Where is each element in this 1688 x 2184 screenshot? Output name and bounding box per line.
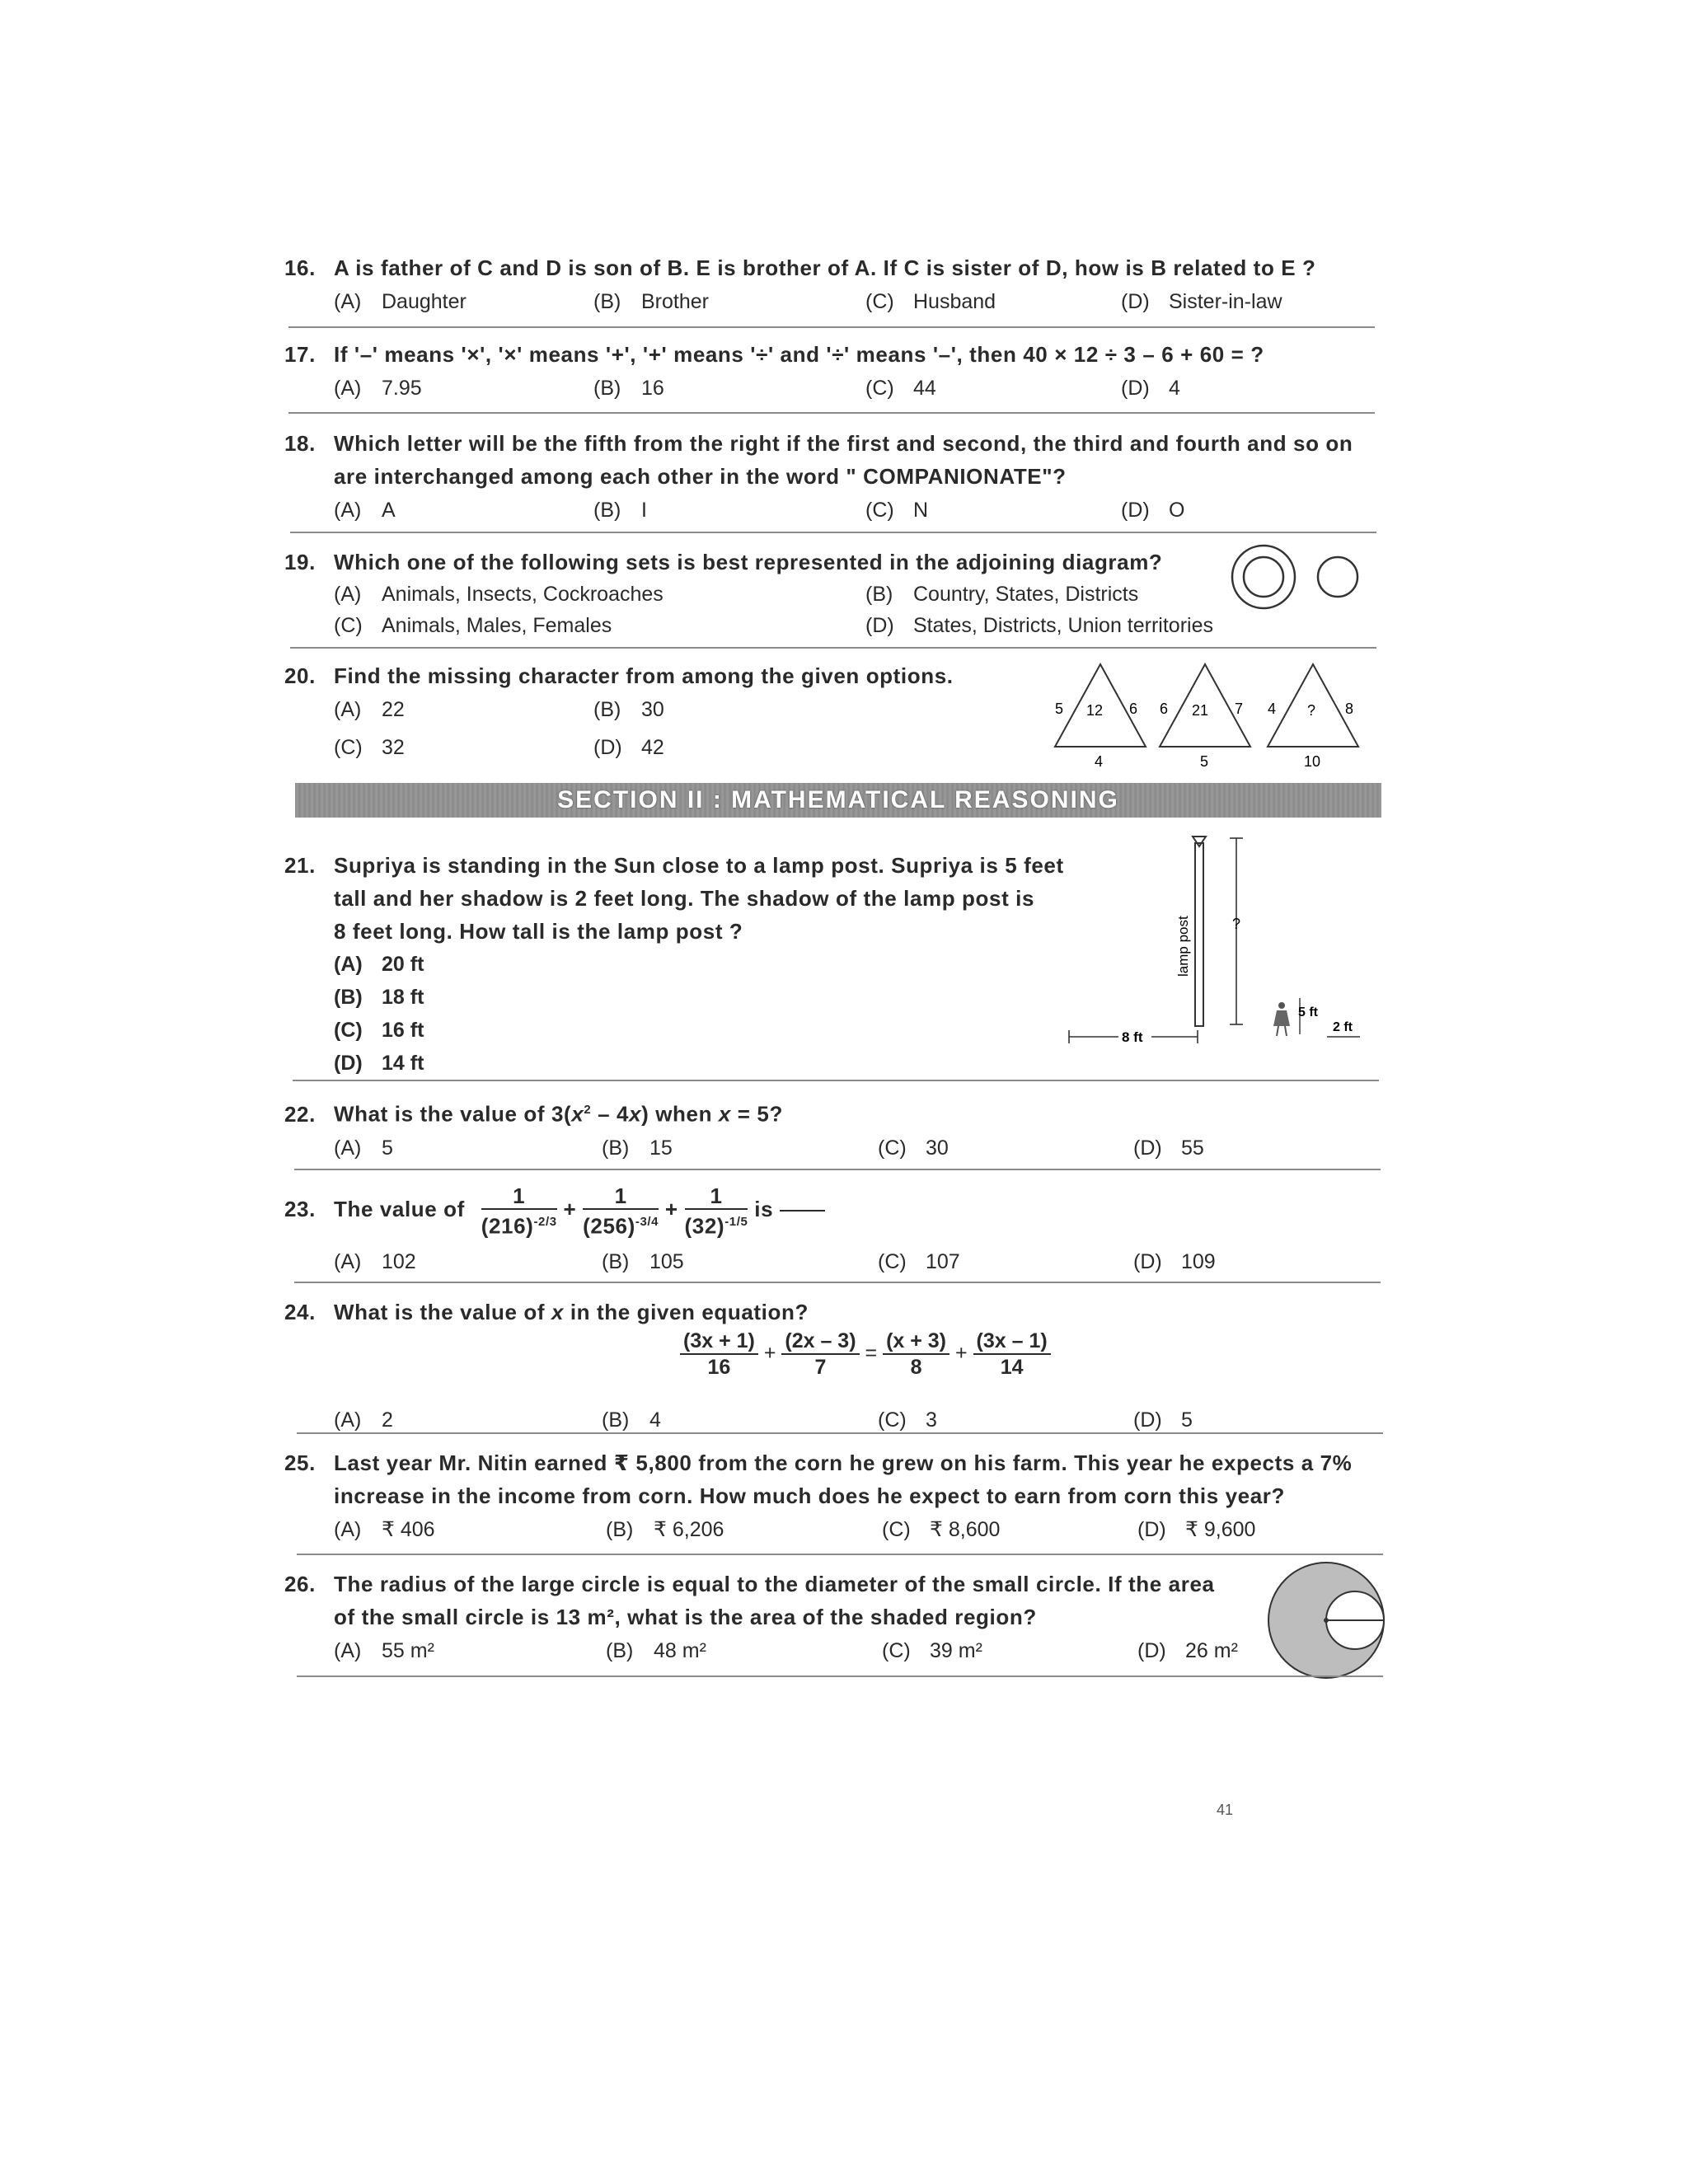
numerator: (x + 3) [883,1329,950,1355]
question-text-continued: of the small circle is 13 m², what is the area of the shaded region? [334,1605,1037,1629]
option-text: 55 m² [382,1639,434,1662]
options [284,284,1381,319]
option-label: (B) [593,499,621,522]
variable-x: x [718,1101,731,1127]
option-d [1121,493,1184,527]
question-number: 17. [284,342,316,367]
triangle-bottom-number: 10 [1304,753,1321,770]
option-label: (C) [878,1408,907,1432]
question-text: ) when [641,1101,719,1127]
answer-blank [780,1210,825,1212]
options [284,1131,1381,1165]
divider [297,1554,1383,1555]
triangle-right-number: 7 [1235,701,1244,717]
option-label: (B) [602,1136,630,1160]
equation [284,1329,1381,1394]
option-a [284,948,1109,981]
option-label: (B) [865,583,893,606]
option-text: ₹ 406 [382,1518,435,1541]
option-b [602,1131,673,1165]
denominator-base: (256) [583,1213,635,1239]
option-label: (D) [334,1052,363,1075]
option-a [334,1512,435,1547]
option-text: 32 [382,736,405,759]
question-text: Last year Mr. Nitin earned ₹ 5,800 from the corn he grew on his farm. This year he expects a 7% [334,1451,1353,1475]
venn-diagram [1228,544,1376,618]
option-label: (C) [334,736,363,759]
option-text: O [1169,499,1185,522]
variable-x: x [551,1300,565,1324]
question-text: Which letter will be the fifth from the right if the first and second, the third and fourth and so on [334,431,1353,456]
option-a [334,1131,393,1165]
option-text: 42 [641,736,664,759]
operator: + [763,1341,776,1365]
option-text: 7.95 [382,377,422,400]
question-number: 21. [284,853,316,878]
option-c [284,1014,1109,1047]
options [284,371,1381,405]
option-c [334,610,612,641]
option-text: Husband [913,290,996,313]
option-label: (C) [865,377,894,400]
option-b [593,493,647,527]
options [284,1512,1389,1547]
option-label: (A) [334,583,362,606]
question-number: 16. [284,255,316,280]
option-c [882,1633,982,1668]
question-text: What is the value of 3( [334,1101,572,1127]
option-text: Brother [641,290,709,313]
question-text-continued: 8 feet long. How tall is the lamp post ? [334,919,743,944]
question-text: If '–' means '×', '×' means '+', '+' means '÷' and '÷' means '–', then 40 × 12 ÷ 3 – 6 + 60 = ? [334,342,1264,367]
fraction-1 [481,1183,557,1239]
option-label: (B) [334,986,363,1009]
height-question-label: ? [1232,916,1241,932]
separate-circle [1318,557,1357,597]
option-label: (B) [606,1518,634,1541]
option-a [334,1633,434,1668]
option-b [593,284,709,319]
option-label: (D) [1137,1518,1166,1541]
question-number: 18. [284,431,316,456]
variable-x: x [629,1101,642,1127]
question-text: – 4 [591,1101,630,1127]
lamp-shadow-label: 8 ft [1122,1029,1143,1045]
denominator-base: (32) [684,1213,725,1239]
option-b [606,1512,724,1547]
option-label: (C) [882,1639,911,1662]
option-d [1121,371,1180,405]
option-text: 2 [382,1408,393,1432]
question-text: is [754,1197,774,1221]
numerator: 1 [481,1183,557,1210]
question-number: 19. [284,550,316,574]
triangle-2 [1160,664,1250,770]
plus-operator: + [664,1197,678,1221]
option-b [865,579,1138,610]
options-row-2 [284,610,1381,641]
numerator: (3x + 1) [680,1329,758,1355]
question-24 [284,1296,1381,1437]
option-label: (A) [334,1408,362,1432]
triangle-right-number: 8 [1345,701,1354,717]
option-text: ₹ 8,600 [930,1518,1001,1541]
question-text: Find the missing character from among the given options. [334,663,954,688]
question-text-continued: tall and her shadow is 2 feet long. The shadow of the lamp post is [334,886,1035,911]
triangle-left-number: 5 [1055,701,1064,717]
numerator: (2x – 3) [781,1329,859,1355]
option-text: 5 [1181,1408,1193,1432]
option-label: (A) [334,698,362,721]
option-c [878,1244,960,1279]
option-label: (D) [1121,377,1150,400]
circles-figure [1265,1559,1389,1683]
option-text: 44 [913,377,936,400]
option-c [882,1512,1000,1547]
page-number: 41 [1217,1802,1234,1818]
lamp-post-figure [1059,828,1389,1055]
eq-fraction-3 [883,1329,950,1380]
option-text: I [641,499,647,522]
eq-fraction-4 [973,1329,1051,1380]
option-label: (D) [593,736,622,759]
denominator-base: (216) [481,1213,534,1239]
option-text: 22 [382,698,405,721]
option-a [334,692,405,727]
option-text: 4 [1169,377,1180,400]
section-title: SECTION II : MATHEMATICAL REASONING [557,786,1119,813]
question-number: 26. [284,1572,316,1596]
denominator-exponent: -1/5 [724,1214,748,1229]
option-label: (A) [334,953,363,976]
option-a [334,1244,416,1279]
person-shadow-label: 2 ft [1333,1020,1353,1034]
option-label: (D) [1133,1136,1162,1160]
option-label: (A) [334,1136,362,1160]
option-text: Animals, Males, Females [382,614,612,637]
option-text: 3 [926,1408,937,1432]
option-label: (D) [1137,1639,1166,1662]
option-c [865,493,928,527]
person-figure [1273,1002,1290,1036]
question-text: What is the value of [334,1300,551,1324]
question-number: 25. [284,1451,316,1475]
option-text: 15 [649,1136,673,1160]
question-16 [284,251,1381,319]
denominator-exponent: -3/4 [635,1214,659,1229]
option-text: ₹ 9,600 [1185,1518,1256,1541]
option-c [865,284,996,319]
operator: + [954,1341,968,1365]
option-label: (D) [1133,1408,1162,1432]
question-text: in the given equation? [564,1300,809,1324]
option-label: (B) [602,1250,630,1273]
option-label: (B) [593,377,621,400]
divider [293,1080,1379,1081]
option-label: (D) [865,614,894,637]
option-label: (C) [334,614,363,637]
option-b [593,692,664,727]
triangle-left-number: 6 [1160,701,1169,717]
option-label: (A) [334,1639,362,1662]
question-22 [284,1094,1381,1165]
question-23 [284,1180,1381,1279]
eq-fraction-1 [680,1329,758,1380]
triangle-3 [1268,664,1358,770]
option-text: 18 ft [382,986,424,1009]
triangle-center-number: 21 [1192,702,1209,719]
option-label: (C) [878,1250,907,1273]
fraction-2 [583,1183,659,1239]
option-text: 30 [641,698,664,721]
divider [297,1432,1383,1434]
denominator: 14 [1000,1356,1024,1379]
denominator: 7 [814,1356,827,1379]
option-c [865,371,936,405]
option-label: (B) [593,290,621,313]
option-b [284,981,1109,1014]
question-number: 24. [284,1300,316,1324]
question-19 [284,546,1381,641]
divider [290,532,1376,533]
options [284,1633,1273,1668]
option-label: (C) [878,1136,907,1160]
section-banner [295,783,1381,818]
divider [294,1169,1381,1170]
triangle-left-number: 4 [1268,701,1277,717]
question-18 [284,427,1381,527]
option-label: (D) [1121,290,1150,313]
option-b [593,371,664,405]
numerator: 1 [685,1183,748,1210]
divider [290,647,1376,649]
option-text: 16 [641,377,664,400]
option-label: (C) [882,1518,911,1541]
option-text: 4 [649,1408,661,1432]
plus-operator: + [563,1197,577,1221]
option-label: (B) [606,1639,634,1662]
option-text: 55 [1181,1136,1204,1160]
option-d [593,730,664,765]
option-text: 20 ft [382,953,424,976]
question-text: Supriya is standing in the Sun close to a lamp post. Supriya is 5 feet [334,853,1064,878]
options-row-1 [284,579,1381,610]
option-label: (D) [1121,499,1150,522]
options [284,493,1381,527]
option-text: States, Districts, Union territories [913,614,1213,637]
option-text: 105 [649,1250,684,1273]
option-label: (A) [334,377,362,400]
triangle-center-number: ? [1307,702,1316,719]
option-b [602,1244,684,1279]
option-c [334,730,405,765]
option-text: N [913,499,929,522]
option-b [606,1633,706,1668]
options [284,1244,1381,1279]
option-text: ₹ 6,206 [654,1518,724,1541]
numerator: 1 [583,1183,659,1210]
question-text: = 5? [730,1101,783,1127]
option-text: A [382,499,396,522]
variable-x: x [571,1101,584,1127]
question-number: 20. [284,663,316,688]
option-label: (D) [1133,1250,1162,1273]
divider [288,412,1375,414]
lamp-post [1195,843,1203,1026]
denominator-exponent: -2/3 [533,1214,557,1229]
option-d [1133,1244,1216,1279]
option-label: (C) [334,1019,363,1042]
divider [288,326,1375,328]
option-d [1121,284,1282,319]
triangle-center-number: 12 [1086,702,1104,719]
eq-fraction-2 [781,1329,859,1380]
option-d [1137,1633,1238,1668]
option-text: 39 m² [930,1639,982,1662]
question-text: The value of [334,1197,465,1221]
option-label: (A) [334,499,362,522]
question-26 [284,1568,1273,1668]
triangle-right-number: 6 [1129,701,1138,717]
option-label: (B) [593,698,621,721]
option-label: (A) [334,1518,362,1541]
person-height-label: 5 ft [1298,1005,1318,1019]
divider [297,1675,1383,1677]
question-text: Which one of the following sets is best represented in the adjoining diagram? [334,550,1163,574]
option-c [878,1131,949,1165]
option-text: 16 ft [382,1019,424,1042]
question-number: 23. [284,1197,316,1221]
option-label: (A) [334,1250,362,1273]
denominator: 8 [910,1356,922,1379]
divider [294,1282,1381,1283]
question-number: 22. [284,1101,316,1127]
option-text: 26 m² [1185,1639,1238,1662]
triangles-figure [1047,658,1376,773]
option-a [334,579,663,610]
option-d [284,1047,1109,1080]
option-text: Daughter [382,290,467,313]
exponent: 2 [584,1103,592,1117]
triangle-bottom-number: 4 [1095,753,1104,770]
option-text: 109 [1181,1250,1216,1273]
option-a [334,284,467,319]
inner-circle [1244,557,1283,597]
denominator: 16 [707,1356,731,1379]
option-text: 48 m² [654,1639,706,1662]
outer-circle [1232,546,1295,608]
option-label: (C) [865,499,894,522]
question-21 [284,849,1109,1080]
option-a [334,371,422,405]
fraction-3 [685,1183,748,1239]
option-text: 107 [926,1250,960,1273]
option-label: (B) [602,1408,630,1432]
option-text: 102 [382,1250,416,1273]
option-d [1137,1512,1255,1547]
question-text-continued: increase in the income from corn. How much does he expect to earn from corn this year? [334,1483,1285,1508]
option-label: (A) [334,290,362,313]
question-17 [284,338,1381,405]
question-text: The radius of the large circle is equal to the diameter of the small circle. If the area [334,1572,1215,1596]
lamp-post-label: lamp post [1175,916,1191,977]
option-text: Country, States, Districts [913,583,1139,606]
triangle-1 [1055,664,1146,770]
numerator: (3x – 1) [973,1329,1051,1355]
option-label: (C) [865,290,894,313]
option-text: Animals, Insects, Cockroaches [382,583,663,606]
option-text: 14 ft [382,1052,424,1075]
option-d [1133,1131,1204,1165]
option-text: 5 [382,1136,393,1160]
option-text: 30 [926,1136,949,1160]
operator: = [865,1341,878,1365]
option-d [865,610,1213,641]
question-text: A is father of C and D is son of B. E is brother of A. If C is sister of D, how is B related to E ? [334,255,1316,280]
triangle-bottom-number: 5 [1200,753,1209,770]
question-text-continued: are interchanged among each other in the word " COMPANIONATE"? [334,464,1067,489]
option-text: Sister-in-law [1169,290,1282,313]
option-a [334,493,396,527]
question-25 [284,1446,1389,1547]
